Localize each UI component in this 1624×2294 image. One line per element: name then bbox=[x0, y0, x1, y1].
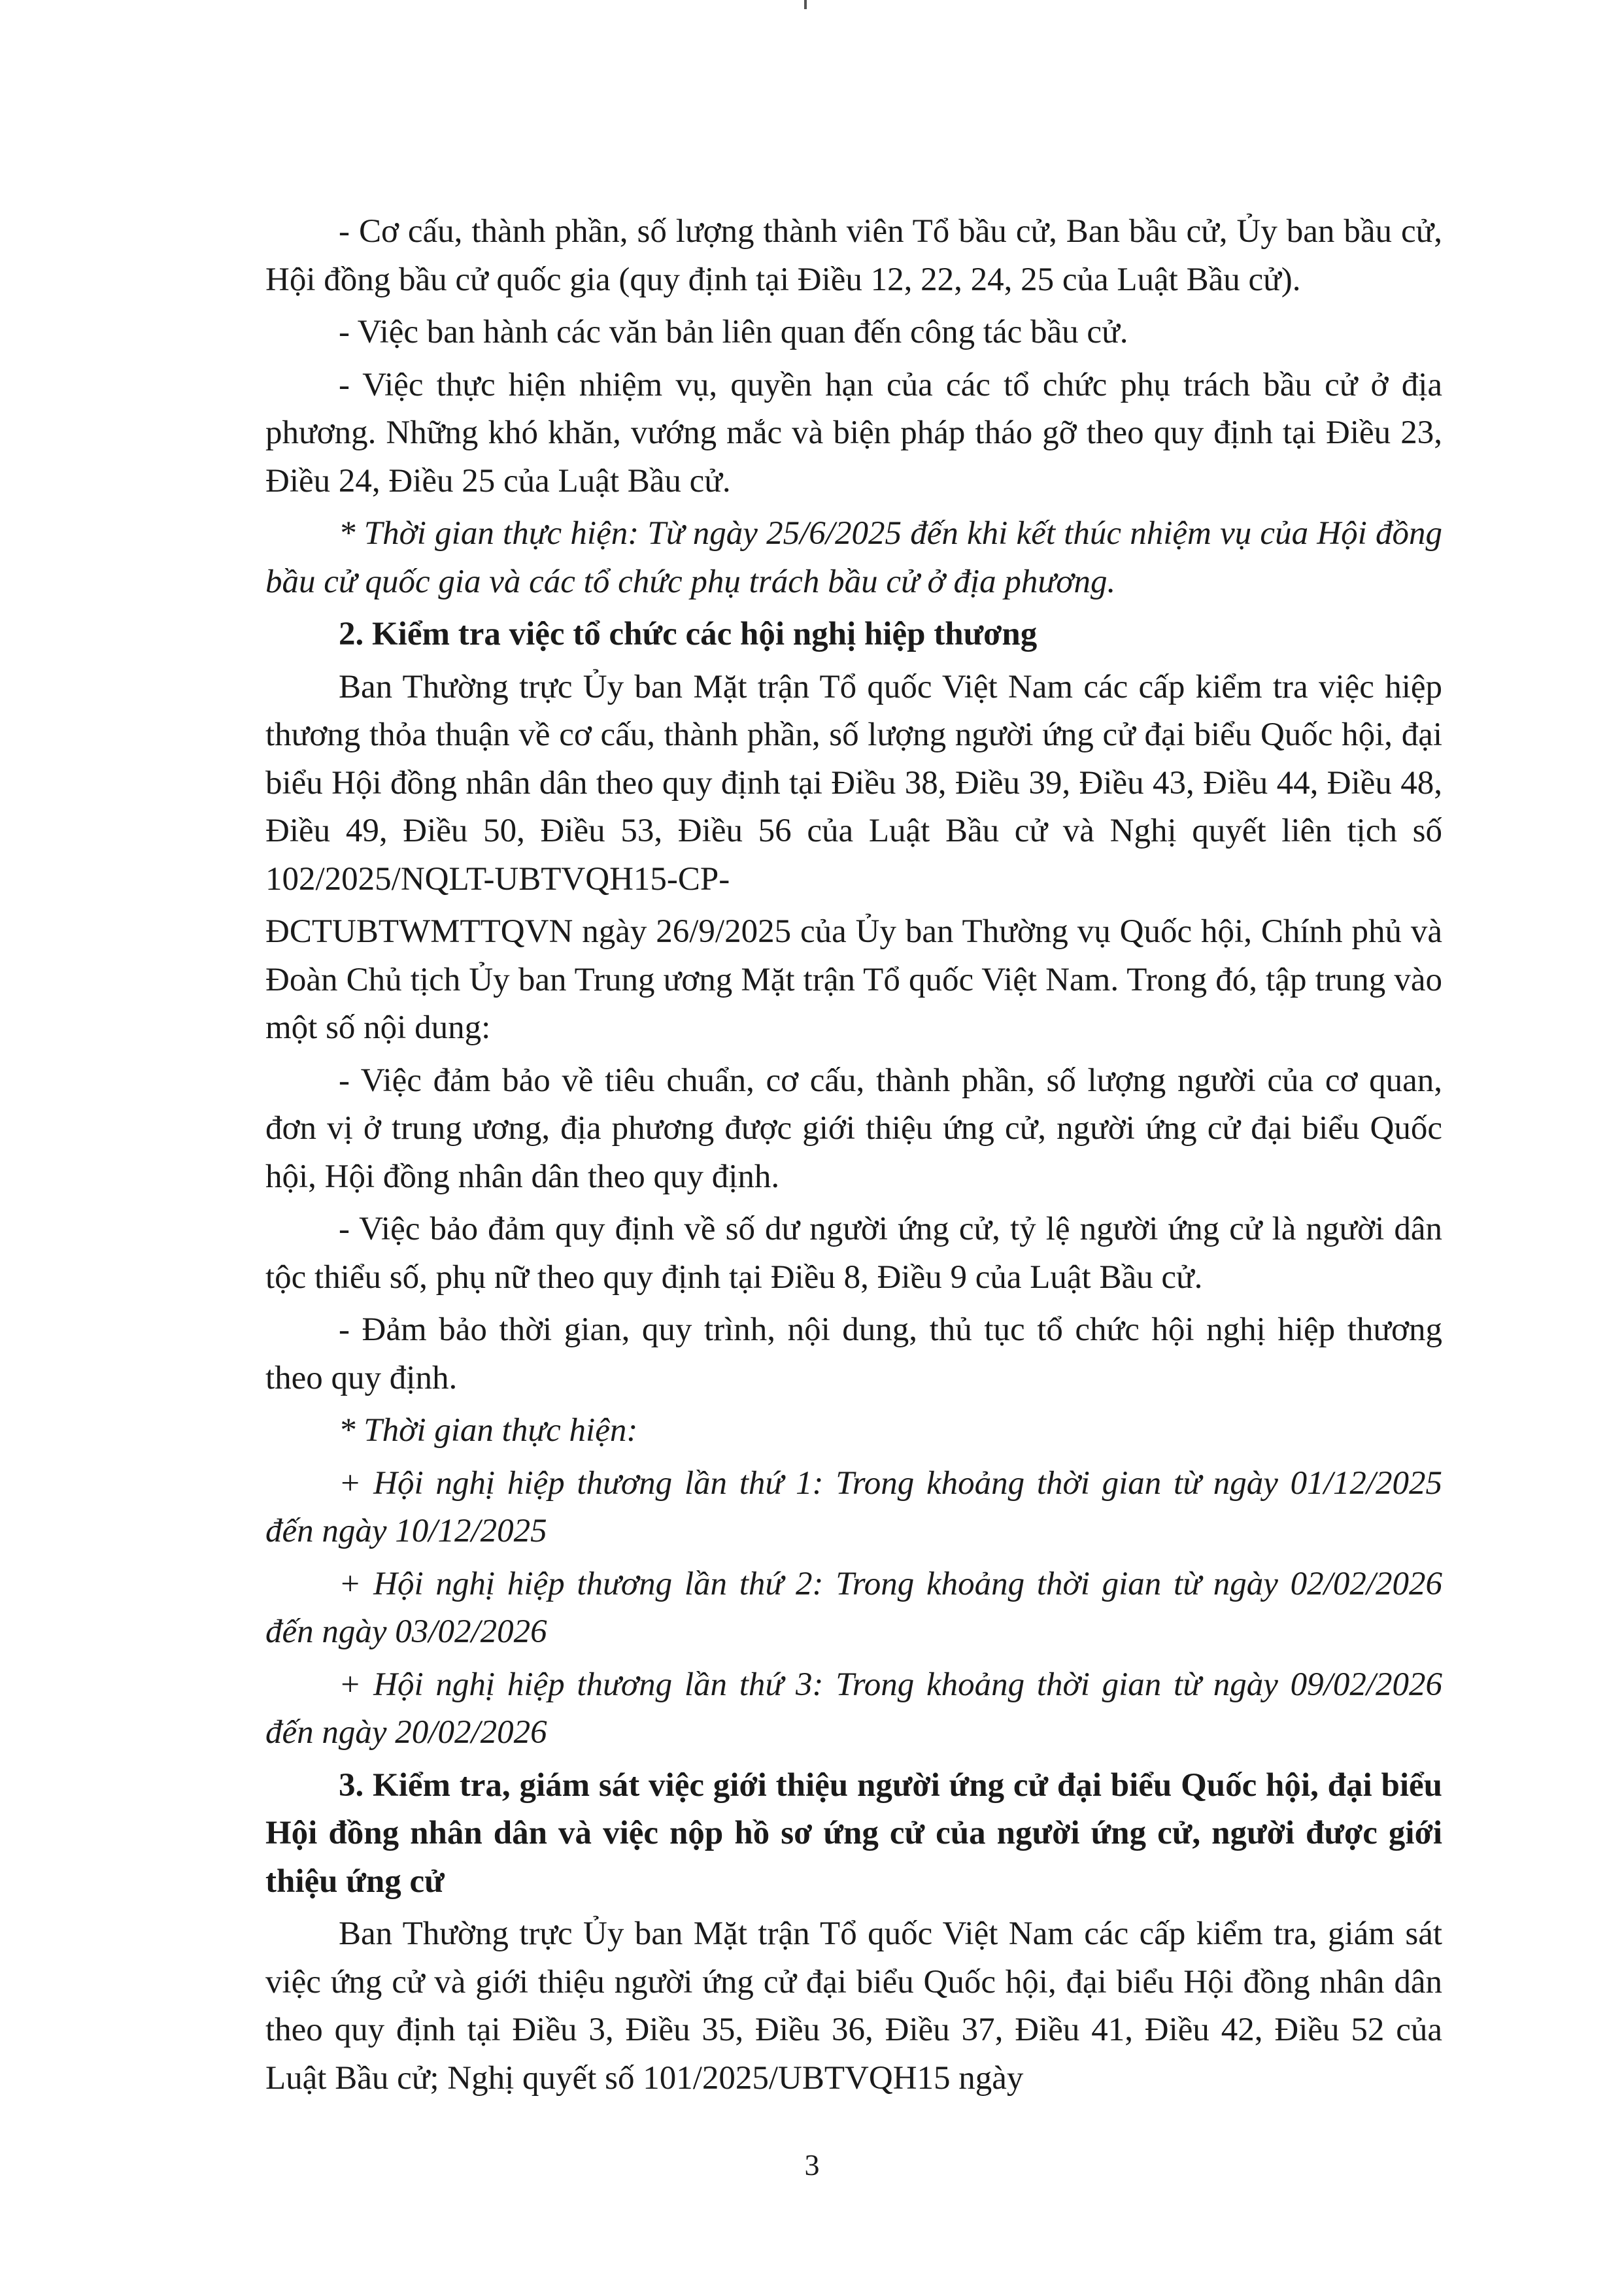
schedule-item: + Hội nghị hiệp thương lần thứ 3: Trong khoảng thời gian từ ngày 09/02/2026 đến ngày 20/02/2026 bbox=[265, 1666, 1442, 1751]
paragraph: - Việc ban hành các văn bản liên quan đến công tác bầu cử. bbox=[339, 314, 1128, 350]
paragraph: Ban Thường trực Ủy ban Mặt trận Tổ quốc Việt Nam các cấp kiểm tra việc hiệp thương thỏa thuận về cơ cấu, thành phần, số lượng người ứng cử đại biểu Quốc hội, đại biểu Hội đồng nhân dân theo quy định tại Điều 38, Điều 39, Điều 43, Điều 44, Điều 48, Điều 49, Điều 50, Điều 53, Điều 56 của Luật Bầu cử và Nghị quyết liên tịch số 102/2025/NQLT-UBTVQH15-CP- bbox=[265, 668, 1442, 898]
schedule-item: + Hội nghị hiệp thương lần thứ 2: Trong khoảng thời gian từ ngày 02/02/2026 đến ngày 03/02/2026 bbox=[265, 1565, 1442, 1650]
paragraph: - Đảm bảo thời gian, quy trình, nội dung, thủ tục tổ chức hội nghị hiệp thương theo quy định. bbox=[265, 1311, 1442, 1396]
implementation-time-note: * Thời gian thực hiện: Từ ngày 25/6/2025 đến khi kết thúc nhiệm vụ của Hội đồng bầu cử quốc gia và các tổ chức phụ trách bầu cử ở địa phương. bbox=[265, 515, 1442, 600]
paragraph: Ban Thường trực Ủy ban Mặt trận Tổ quốc Việt Nam các cấp kiểm tra, giám sát việc ứng cử và giới thiệu người ứng cử đại biểu Quốc hội, đại biểu Hội đồng nhân dân theo quy định tại Điều 3, Điều 35, Điều 36, Điều 37, Điều 41, Điều 42, Điều 52 của Luật Bầu cử; Nghị quyết số 101/2025/UBTVQH15 ngày bbox=[265, 1915, 1442, 2097]
document-body bbox=[265, 208, 1442, 2107]
paragraph: ĐCTUBTWMTTQVN ngày 26/9/2025 của Ủy ban Thường vụ Quốc hội, Chính phủ và Đoàn Chủ tịch Ủy ban Trung ương Mặt trận Tổ quốc Việt Nam. Trong đó, tập trung vào một số nội dung: bbox=[265, 913, 1442, 1046]
section-heading-2: 2. Kiểm tra việc tổ chức các hội nghị hiệp thương bbox=[339, 616, 1038, 652]
section-heading-3: 3. Kiểm tra, giám sát việc giới thiệu người ứng cử đại biểu Quốc hội, đại biểu Hội đồng nhân dân và việc nộp hồ sơ ứng cử của người ứng cử, người được giới thiệu ứng cử bbox=[265, 1766, 1442, 1900]
paragraph: - Việc đảm bảo về tiêu chuẩn, cơ cấu, thành phần, số lượng người của cơ quan, đơn vị ở trung ương, địa phương được giới thiệu ứng cử, người ứng cử đại biểu Quốc hội, Hội đồng nhân dân theo quy định. bbox=[265, 1062, 1442, 1195]
schedule-item: + Hội nghị hiệp thương lần thứ 1: Trong khoảng thời gian từ ngày 01/12/2025 đến ngày 10/12/2025 bbox=[265, 1464, 1442, 1549]
scan-mark bbox=[804, 0, 807, 9]
page-number: 3 bbox=[804, 2148, 820, 2182]
paragraph: - Việc thực hiện nhiệm vụ, quyền hạn của các tổ chức phụ trách bầu cử ở địa phương. Những khó khăn, vướng mắc và biện pháp tháo gỡ theo quy định tại Điều 23, Điều 24, Điều 25 của Luật Bầu cử. bbox=[265, 366, 1442, 499]
paragraph: - Việc bảo đảm quy định về số dư người ứng cử, tỷ lệ người ứng cử là người dân tộc thiểu số, phụ nữ theo quy định tại Điều 8, Điều 9 của Luật Bầu cử. bbox=[265, 1211, 1442, 1296]
implementation-time-heading: * Thời gian thực hiện: bbox=[339, 1412, 638, 1449]
paragraph: - Cơ cấu, thành phần, số lượng thành viên Tổ bầu cử, Ban bầu cử, Ủy ban bầu cử, Hội đồng bầu cử quốc gia (quy định tại Điều 12, 22, 24, 25 của Luật Bầu cử). bbox=[265, 213, 1442, 298]
